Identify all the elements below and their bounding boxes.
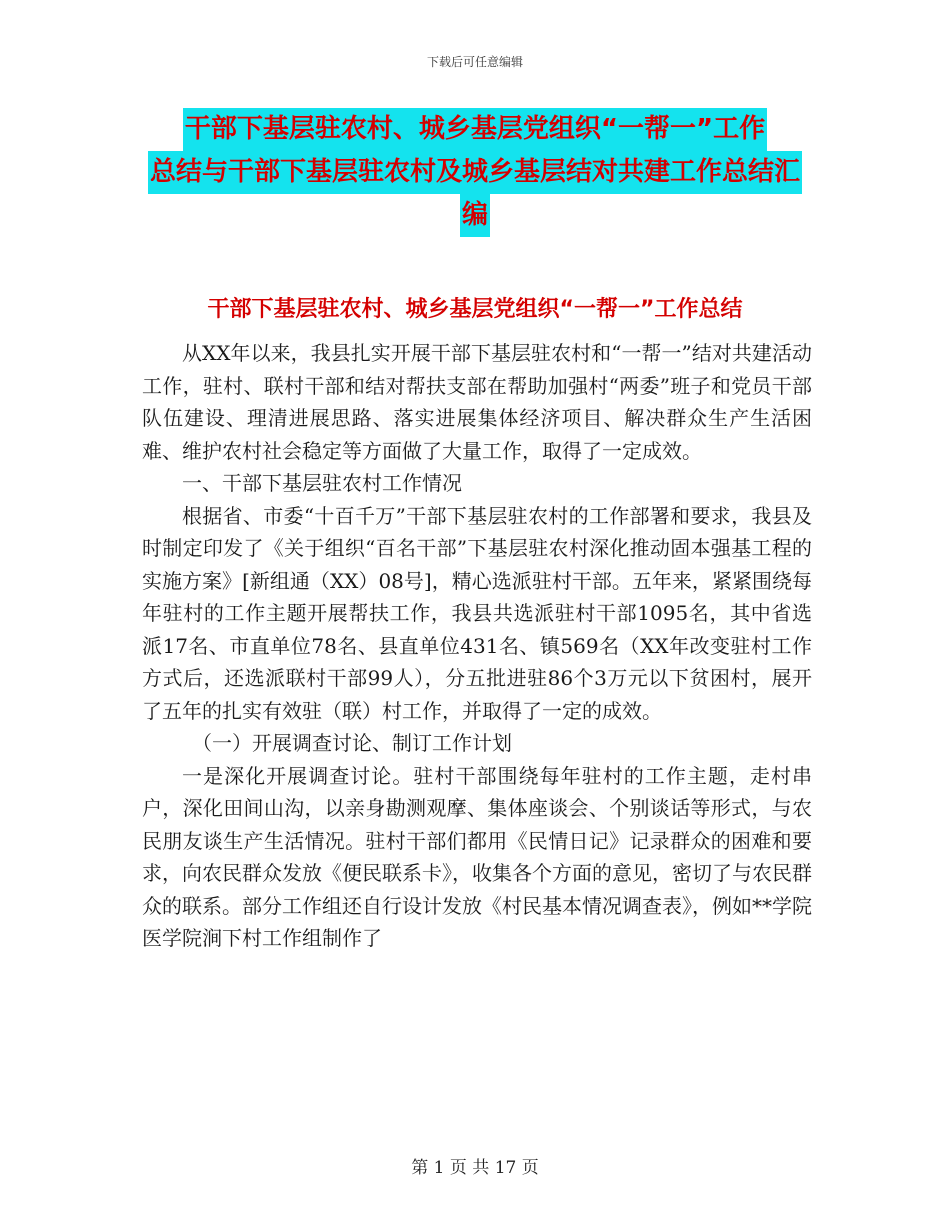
subheading: （一）开展调查讨论、制订工作计划 xyxy=(192,731,512,755)
section-title: 干部下基层驻农村、城乡基层党组织“一帮一”工作总结 xyxy=(207,297,743,322)
paragraph: 根据省、市委“十百千万”干部下基层驻农村的工作部署和要求，我县及时制定印发了《关于组织“百名干部”下基层驻农村深化推动固本强基工程的实施方案》[新组通（XX）08号]，精心选派驻村干部。五年来，紧紧围绕每年驻村的工作主题开展帮扶工作，我县共选派驻村干部1095名，其中省选派17名、市直单位78名、县直单位431名、镇569名（XX年改变驻村工作方式后，还选派联村干部99人），分五批进驻86个3万元以下贫困村，展开了五年的扎实有效驻（联）村工作，并取得了一定的成效。 xyxy=(142,503,812,723)
paragraph: 从XX年以来，我县扎实开展干部下基层驻农村和“一帮一”结对共建活动工作，驻村、联村干部和结对帮扶支部在帮助加强村“两委”班子和党员干部队伍建设、理清进展思路、落实进展集体经济项目、解决群众生产生活困难、维护农村社会稳定等方面做了大量工作，取得了一定成效。 xyxy=(142,341,812,463)
subheading: 一、干部下基层驻农村工作情况 xyxy=(182,471,462,495)
paragraph: 一是深化开展调查讨论。驻村干部围绕每年驻村的工作主题，走村串户，深化田间山沟，以亲身勘测观摩、集体座谈会、个别谈话等形式，与农民朋友谈生产生活情况。驻村干部们都用《民情日记》记录群众的困难和要求，向农民群众发放《便民联系卡》，收集各个方面的意见，密切了与农民群众的联系。部分工作组还自行设计发放《村民基本情况调查表》，例如**学院医学院涧下村工作组制作了 xyxy=(142,763,812,950)
document-title xyxy=(140,108,810,237)
body-text xyxy=(142,337,812,955)
page-number: 第 1 页 共 17 页 xyxy=(411,1158,539,1178)
title-line-1: 干部下基层驻农村、城乡基层党组织“一帮一”工作 xyxy=(183,108,767,151)
title-line-3: 编 xyxy=(460,194,490,237)
header-note: 下载后可任意编辑 xyxy=(426,55,523,69)
title-line-2: 总结与干部下基层驻农村及城乡基层结对共建工作总结汇 xyxy=(148,151,802,194)
